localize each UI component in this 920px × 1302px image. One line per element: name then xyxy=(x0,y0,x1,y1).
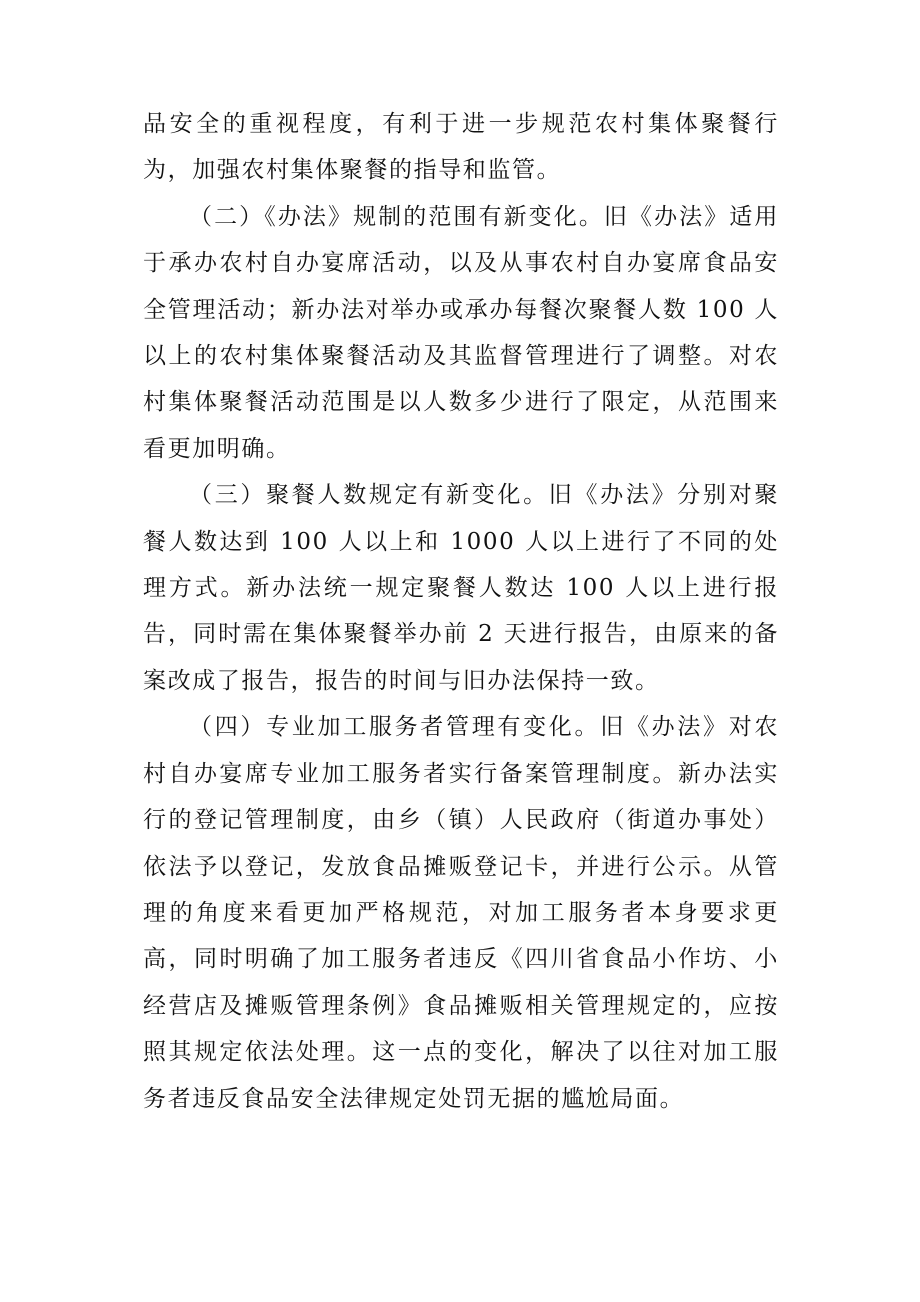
paragraph-continuation: 品安全的重视程度，有利于进一步规范农村集体聚餐行为，加强农村集体聚餐的指导和监管。 xyxy=(143,111,779,184)
paragraph-section-4: （四）专业加工服务者管理有变化。旧《办法》对农村自办宴席专业加工服务者实行备案管理制度。新办法实行的登记管理制度，由乡（镇）人民政府（街道办事处）依法予以登记，发放食品摊贩登记卡，并进行公示。从管理的角度来看更加严格规范，对加工服务者本身要求更高，同时明确了加工服务者违反《四川省食品小作坊、小经营店及摊贩管理条例》食品摊贩相关管理规定的，应按照其规定依法处理。这一点的变化，解决了以往对加工服务者违反食品安全法律规定处罚无据的尴尬局面。 xyxy=(143,714,779,1112)
paragraph-section-3: （三）聚餐人数规定有新变化。旧《办法》分别对聚餐人数达到 100 人以上和 1000 人以上进行了不同的处理方式。新办法统一规定聚餐人数达 100 人以上进行报告，同时需在集体聚餐举办前 2 天进行报告，由原来的备案改成了报告，报告的时间与旧办法保持一致。 xyxy=(143,482,779,694)
paragraph-section-2: （二）《办法》规制的范围有新变化。旧《办法》适用于承办农村自办宴席活动，以及从事农村自办宴席食品安全管理活动；新办法对举办或承办每餐次聚餐人数 100 人以上的农村集体聚餐活动及其监督管理进行了调整。对农村集体聚餐活动范围是以人数多少进行了限定，从范围来看更加明确。 xyxy=(143,203,779,462)
document-body xyxy=(143,101,779,1122)
